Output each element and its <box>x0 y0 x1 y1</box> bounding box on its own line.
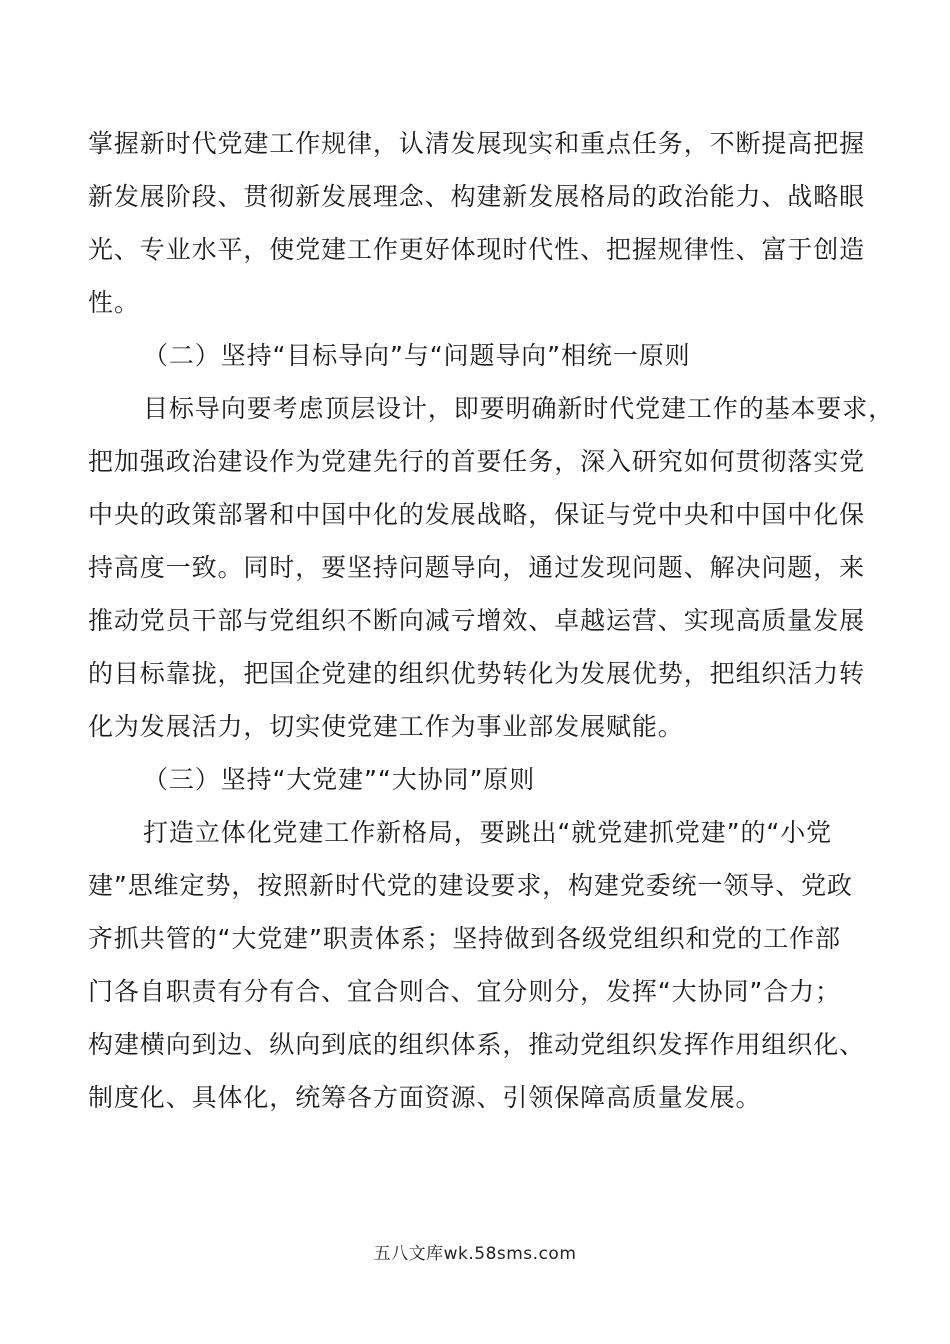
paragraph-line: 光、专业水平，使党建工作更好体现时代性、把握规律性、富于创造 <box>88 235 866 264</box>
paragraph-line: 新发展阶段、贯彻新发展理念、构建新发展格局的政治能力、战略眼 <box>88 182 866 211</box>
paragraph-line: 化为发展活力，切实使党建工作为事业部发展赋能。 <box>88 712 684 741</box>
paragraph-line: 的目标靠拢，把国企党建的组织优势转化为发展优势，把组织活力转 <box>88 659 866 688</box>
paragraph-line: 持高度一致。同时，要坚持问题导向，通过发现问题、解决问题，来 <box>88 553 866 582</box>
paragraph-line: 把加强政治建设作为党建先行的首要任务，深入研究如何贯彻落实党 <box>88 447 866 476</box>
paragraph-line: 建”思维定势，按照新时代党的建设要求，构建党委统一领导、党政 <box>88 871 853 900</box>
paragraph-line: 性。 <box>88 288 140 317</box>
paragraph-line: 中央的政策部署和中国中化的发展战略，保证与党中央和中国中化保 <box>88 500 866 529</box>
paragraph-line: 推动党员干部与党组织不断向减亏增效、卓越运营、实现高质量发展 <box>88 606 866 635</box>
section-heading-3: （三）坚持“大党建”“大协同”原则 <box>143 765 536 794</box>
paragraph-line: 目标导向要考虑顶层设计，即要明确新时代党建工作的基本要求， <box>143 394 895 423</box>
paragraph-line: 齐抓共管的“大党建”职责体系；坚持做到各级党组织和党的工作部 <box>88 924 841 953</box>
paragraph-line: 构建横向到边、纵向到底的组织体系，推动党组织发挥作用组织化、 <box>88 1030 866 1059</box>
section-heading-2: （二）坚持“目标导向”与“问题导向”相统一原则 <box>143 341 691 370</box>
footer-watermark-text: 五八文库wk.58sms.com <box>373 1244 577 1264</box>
paragraph-line: 打造立体化党建工作新格局，要跳出“就党建抓党建”的“小党 <box>143 818 833 847</box>
paragraph-line: 掌握新时代党建工作规律，认清发展现实和重点任务，不断提高把握 <box>88 129 866 158</box>
paragraph-line: 门各自职责有分有合、宜合则合、宜分则分，发挥“大协同”合力； <box>88 977 841 1006</box>
paragraph-line: 制度化、具体化，统筹各方面资源、引领保障高质量发展。 <box>88 1083 762 1112</box>
